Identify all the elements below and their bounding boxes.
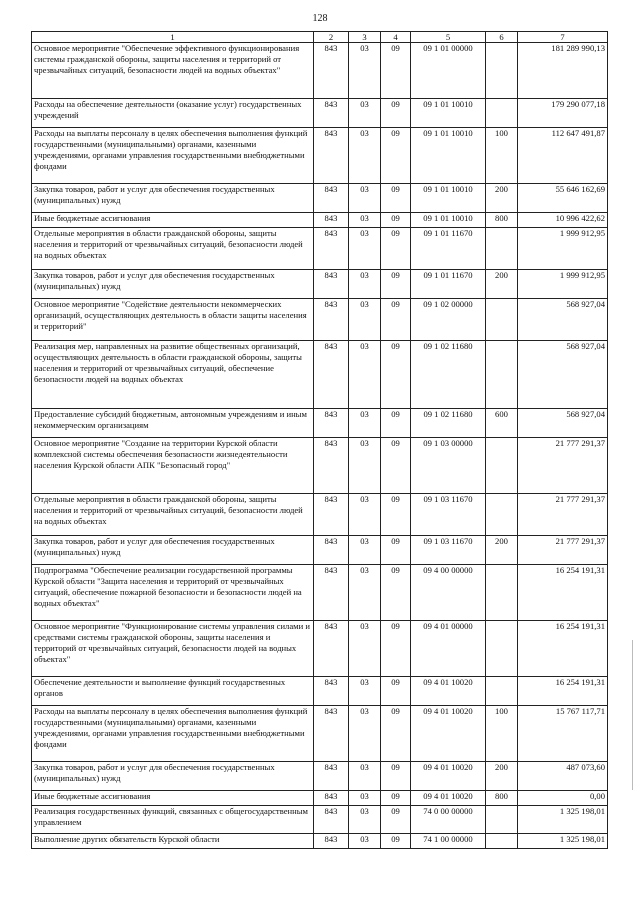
row-vr xyxy=(486,341,518,409)
row-csr: 09 1 01 00000 xyxy=(411,43,486,99)
row-pr: 09 xyxy=(381,228,411,270)
row-name: Иные бюджетные ассигнования xyxy=(32,791,314,806)
row-ved: 843 xyxy=(314,621,349,677)
table-row xyxy=(32,228,608,270)
row-csr: 09 1 02 11680 xyxy=(411,409,486,438)
row-ved: 843 xyxy=(314,565,349,621)
row-name: Расходы на выплаты персоналу в целях обеспечения выполнения функций государственными (муниципальными) органами, казенными учреждениями, органами управления государственными внебюджетными фондами xyxy=(32,128,314,184)
row-name: Закупка товаров, работ и услуг для обеспечения государственных (муниципальных) нужд xyxy=(32,184,314,213)
row-pr: 09 xyxy=(381,762,411,791)
row-pr: 09 xyxy=(381,565,411,621)
row-rz: 03 xyxy=(349,621,381,677)
row-rz: 03 xyxy=(349,494,381,536)
row-pr: 09 xyxy=(381,43,411,99)
row-sum: 16 254 191,31 xyxy=(518,621,608,677)
row-rz: 03 xyxy=(349,270,381,299)
page-number: 128 xyxy=(312,13,328,24)
row-vr xyxy=(486,299,518,341)
row-name: Расходы на обеспечение деятельности (оказание услуг) государственных учреждений xyxy=(32,99,314,128)
row-rz: 03 xyxy=(349,299,381,341)
row-ved: 843 xyxy=(314,299,349,341)
row-pr: 09 xyxy=(381,438,411,494)
row-vr xyxy=(486,99,518,128)
row-pr: 09 xyxy=(381,270,411,299)
row-ved: 843 xyxy=(314,128,349,184)
row-csr: 09 4 00 00000 xyxy=(411,565,486,621)
row-name: Отдельные мероприятия в области гражданской обороны, защиты населения и территорий от чрезвычайных ситуаций, безопасности людей на водных объектах xyxy=(32,494,314,536)
table-row xyxy=(32,677,608,706)
row-csr: 09 4 01 00000 xyxy=(411,621,486,677)
row-vr xyxy=(486,494,518,536)
row-csr: 09 1 02 00000 xyxy=(411,299,486,341)
row-vr xyxy=(486,677,518,706)
row-sum: 1 999 912,95 xyxy=(518,228,608,270)
row-pr: 09 xyxy=(381,834,411,849)
row-vr: 100 xyxy=(486,706,518,762)
row-name: Основное мероприятие "Содействие деятельности некоммерческих организаций, осуществляющих деятельность в области защиты населения и территорий" xyxy=(32,299,314,341)
row-pr: 09 xyxy=(381,536,411,565)
row-name: Иные бюджетные ассигнования xyxy=(32,213,314,228)
row-csr: 09 4 01 10020 xyxy=(411,706,486,762)
header-col-6: 6 xyxy=(486,32,518,43)
row-sum: 487 073,60 xyxy=(518,762,608,791)
row-rz: 03 xyxy=(349,228,381,270)
row-pr: 09 xyxy=(381,791,411,806)
row-pr: 09 xyxy=(381,341,411,409)
row-ved: 843 xyxy=(314,213,349,228)
table-row xyxy=(32,99,608,128)
row-vr xyxy=(486,43,518,99)
table-row xyxy=(32,536,608,565)
row-vr: 800 xyxy=(486,213,518,228)
row-sum: 1 999 912,95 xyxy=(518,270,608,299)
row-ved: 843 xyxy=(314,806,349,834)
row-rz: 03 xyxy=(349,341,381,409)
row-ved: 843 xyxy=(314,43,349,99)
header-col-4: 4 xyxy=(381,32,411,43)
table-header xyxy=(32,32,608,43)
row-rz: 03 xyxy=(349,834,381,849)
row-ved: 843 xyxy=(314,677,349,706)
row-sum: 10 996 422,62 xyxy=(518,213,608,228)
row-rz: 03 xyxy=(349,99,381,128)
row-sum: 568 927,04 xyxy=(518,341,608,409)
row-name: Основное мероприятие "Функционирование системы управления силами и средствами системы гражданской обороны, защиты населения и территорий от чрезвычайных ситуаций, безопасности людей на водных объектах" xyxy=(32,621,314,677)
row-ved: 843 xyxy=(314,706,349,762)
table-row xyxy=(32,43,608,99)
header-col-2: 2 xyxy=(314,32,349,43)
row-csr: 09 1 01 10010 xyxy=(411,184,486,213)
row-ved: 843 xyxy=(314,341,349,409)
row-ved: 843 xyxy=(314,270,349,299)
table-row xyxy=(32,409,608,438)
row-pr: 09 xyxy=(381,706,411,762)
row-csr: 09 1 03 11670 xyxy=(411,536,486,565)
row-csr: 09 1 02 11680 xyxy=(411,341,486,409)
row-name: Отдельные мероприятия в области гражданской обороны, защиты населения и территорий от чрезвычайных ситуаций, безопасности людей на водных объектах xyxy=(32,228,314,270)
row-sum: 179 290 077,18 xyxy=(518,99,608,128)
table-row xyxy=(32,494,608,536)
row-name: Реализация государственных функций, связанных с общегосударственным управлением xyxy=(32,806,314,834)
row-pr: 09 xyxy=(381,494,411,536)
row-ved: 843 xyxy=(314,762,349,791)
row-csr: 09 4 01 10020 xyxy=(411,762,486,791)
row-rz: 03 xyxy=(349,806,381,834)
row-name: Основное мероприятие "Обеспечение эффективного функционирования системы гражданской обороны, защиты населения и территорий от чрезвычайных ситуаций, безопасности людей на водных объектах" xyxy=(32,43,314,99)
row-csr: 09 1 01 10010 xyxy=(411,213,486,228)
row-vr xyxy=(486,565,518,621)
table-row xyxy=(32,706,608,762)
row-sum: 16 254 191,31 xyxy=(518,677,608,706)
row-csr: 74 1 00 00000 xyxy=(411,834,486,849)
row-rz: 03 xyxy=(349,706,381,762)
header-row xyxy=(32,32,608,43)
row-pr: 09 xyxy=(381,184,411,213)
row-vr xyxy=(486,438,518,494)
row-vr: 200 xyxy=(486,762,518,791)
row-rz: 03 xyxy=(349,677,381,706)
row-rz: 03 xyxy=(349,43,381,99)
row-csr: 09 1 01 11670 xyxy=(411,228,486,270)
table-row xyxy=(32,270,608,299)
row-sum: 16 254 191,31 xyxy=(518,565,608,621)
row-name: Закупка товаров, работ и услуг для обеспечения государственных (муниципальных) нужд xyxy=(32,270,314,299)
row-ved: 843 xyxy=(314,494,349,536)
row-sum: 21 777 291,37 xyxy=(518,536,608,565)
row-sum: 568 927,04 xyxy=(518,409,608,438)
table-row xyxy=(32,128,608,184)
header-col-3: 3 xyxy=(349,32,381,43)
row-sum: 21 777 291,37 xyxy=(518,494,608,536)
row-pr: 09 xyxy=(381,299,411,341)
row-vr: 200 xyxy=(486,184,518,213)
row-sum: 112 647 491,87 xyxy=(518,128,608,184)
header-col-1: 1 xyxy=(32,32,314,43)
table-row xyxy=(32,621,608,677)
row-sum: 181 289 990,13 xyxy=(518,43,608,99)
row-rz: 03 xyxy=(349,791,381,806)
row-rz: 03 xyxy=(349,213,381,228)
row-rz: 03 xyxy=(349,409,381,438)
row-ved: 843 xyxy=(314,99,349,128)
row-pr: 09 xyxy=(381,409,411,438)
row-name: Расходы на выплаты персоналу в целях обеспечения выполнения функций государственными (муниципальными) органами, казенными учреждениями, органами управления государственными внебюджетными фондами xyxy=(32,706,314,762)
row-name: Предоставление субсидий бюджетным, автономным учреждениям и иным некоммерческим организациям xyxy=(32,409,314,438)
row-vr: 200 xyxy=(486,536,518,565)
row-name: Выполнение других обязательств Курской области xyxy=(32,834,314,849)
row-vr xyxy=(486,806,518,834)
row-csr: 09 4 01 10020 xyxy=(411,791,486,806)
table-row xyxy=(32,438,608,494)
row-rz: 03 xyxy=(349,184,381,213)
table-row xyxy=(32,565,608,621)
table-row xyxy=(32,834,608,849)
row-csr: 09 1 01 10010 xyxy=(411,99,486,128)
row-sum: 1 325 198,01 xyxy=(518,834,608,849)
row-rz: 03 xyxy=(349,565,381,621)
row-vr xyxy=(486,621,518,677)
row-vr: 600 xyxy=(486,409,518,438)
row-sum: 15 767 117,71 xyxy=(518,706,608,762)
row-rz: 03 xyxy=(349,438,381,494)
row-csr: 09 4 01 10020 xyxy=(411,677,486,706)
row-ved: 843 xyxy=(314,834,349,849)
table-row xyxy=(32,762,608,791)
table-row xyxy=(32,184,608,213)
table-body xyxy=(32,43,608,849)
row-csr: 09 1 03 00000 xyxy=(411,438,486,494)
row-name: Закупка товаров, работ и услуг для обеспечения государственных (муниципальных) нужд xyxy=(32,762,314,791)
row-pr: 09 xyxy=(381,677,411,706)
row-csr: 09 1 01 10010 xyxy=(411,128,486,184)
row-name: Закупка товаров, работ и услуг для обеспечения государственных (муниципальных) нужд xyxy=(32,536,314,565)
row-pr: 09 xyxy=(381,213,411,228)
row-csr: 09 1 03 11670 xyxy=(411,494,486,536)
row-ved: 843 xyxy=(314,228,349,270)
row-ved: 843 xyxy=(314,409,349,438)
header-col-7: 7 xyxy=(518,32,608,43)
row-ved: 843 xyxy=(314,791,349,806)
row-rz: 03 xyxy=(349,762,381,791)
row-sum: 0,00 xyxy=(518,791,608,806)
scan-edge-mark xyxy=(632,640,633,790)
row-sum: 1 325 198,01 xyxy=(518,806,608,834)
budget-table xyxy=(31,31,608,849)
row-ved: 843 xyxy=(314,438,349,494)
row-pr: 09 xyxy=(381,806,411,834)
row-name: Обеспечение деятельности и выполнение функций государственных органов xyxy=(32,677,314,706)
table-row xyxy=(32,341,608,409)
row-vr: 200 xyxy=(486,270,518,299)
row-ved: 843 xyxy=(314,536,349,565)
row-rz: 03 xyxy=(349,128,381,184)
row-rz: 03 xyxy=(349,536,381,565)
row-vr xyxy=(486,228,518,270)
row-ved: 843 xyxy=(314,184,349,213)
row-vr xyxy=(486,834,518,849)
row-name: Основное мероприятие "Создание на территории Курской области комплексной системы обеспечения безопасности жизнедеятельности населения Курской области АПК "Безопасный город" xyxy=(32,438,314,494)
row-pr: 09 xyxy=(381,621,411,677)
row-csr: 09 1 01 11670 xyxy=(411,270,486,299)
row-name: Подпрограмма "Обеспечение реализации государственной программы Курской области "Защита населения и территорий от чрезвычайных ситуаций, обеспечение пожарной безопасности и безопасности людей на водных объектах" xyxy=(32,565,314,621)
row-name: Реализация мер, направленных на развитие общественных организаций, осуществляющих деятельность в области гражданской обороны, защиты населения и территорий от чрезвычайных ситуаций, обеспечение безопасности людей на водных объектах xyxy=(32,341,314,409)
table-row xyxy=(32,806,608,834)
row-vr: 100 xyxy=(486,128,518,184)
header-col-5: 5 xyxy=(411,32,486,43)
row-sum: 21 777 291,37 xyxy=(518,438,608,494)
table-row xyxy=(32,299,608,341)
row-sum: 568 927,04 xyxy=(518,299,608,341)
row-pr: 09 xyxy=(381,99,411,128)
table-row xyxy=(32,213,608,228)
table-row xyxy=(32,791,608,806)
row-csr: 74 0 00 00000 xyxy=(411,806,486,834)
row-vr: 800 xyxy=(486,791,518,806)
row-sum: 55 646 162,69 xyxy=(518,184,608,213)
row-pr: 09 xyxy=(381,128,411,184)
